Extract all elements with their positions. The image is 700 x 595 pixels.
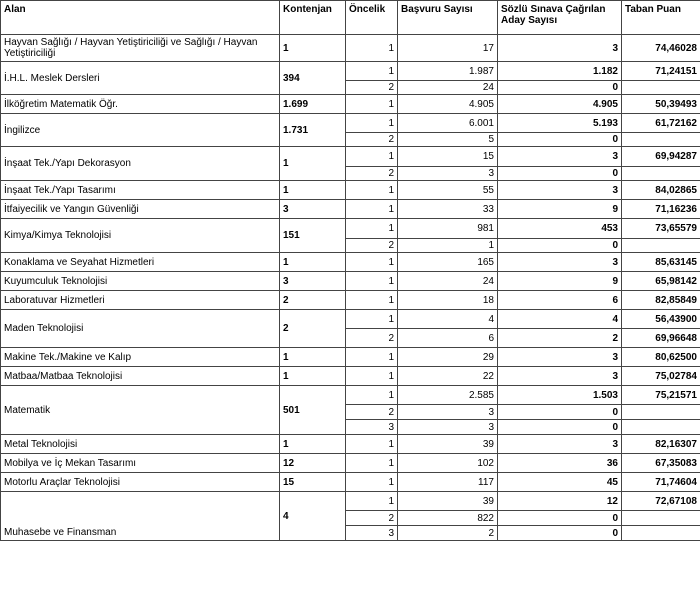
cell-alan: Metal Teknolojisi: [1, 435, 280, 454]
cell-basvuru: 3: [398, 167, 498, 181]
cell-basvuru: 165: [398, 253, 498, 272]
cell-basvuru: 117: [398, 473, 498, 492]
cell-basvuru: 981: [398, 219, 498, 239]
cell-basvuru: 102: [398, 454, 498, 473]
cell-sozlu: 9: [498, 272, 622, 291]
cell-sozlu: 5.193: [498, 114, 622, 133]
table-row: [1, 367, 700, 386]
cell-alan: Hayvan Sağlığı / Hayvan Yetiştiriciliği ve Sağlığı / Hayvan Yetiştiriciliği: [1, 35, 280, 62]
cell-oncelik: 1: [346, 473, 398, 492]
cell-sozlu: 2: [498, 329, 622, 348]
cell-sozlu: 4: [498, 310, 622, 329]
cell-basvuru: 18: [398, 291, 498, 310]
cell-oncelik: 1: [346, 310, 398, 329]
header-basvuru: Başvuru Sayısı: [398, 1, 498, 35]
cell-kontenjan: 1.731: [280, 114, 346, 147]
cell-taban: 56,43900: [622, 310, 700, 329]
table-row: [1, 62, 700, 81]
cell-oncelik: 1: [346, 114, 398, 133]
table-row: [1, 454, 700, 473]
cell-alan: Matematik: [1, 386, 280, 435]
cell-taban: [622, 526, 700, 541]
cell-oncelik: 1: [346, 348, 398, 367]
cell-basvuru: 4: [398, 310, 498, 329]
cell-alan: Kimya/Kimya Teknolojisi: [1, 219, 280, 253]
cell-oncelik: 1: [346, 253, 398, 272]
cell-oncelik: 2: [346, 81, 398, 95]
cell-basvuru: 822: [398, 511, 498, 526]
cell-taban: 74,46028: [622, 35, 700, 62]
cell-taban: 71,74604: [622, 473, 700, 492]
table-row: [1, 35, 700, 62]
cell-basvuru: 1: [398, 239, 498, 253]
header-alan: Alan: [1, 1, 280, 35]
cell-kontenjan: 1: [280, 348, 346, 367]
cell-taban: 65,98142: [622, 272, 700, 291]
cell-oncelik: 1: [346, 272, 398, 291]
cell-taban: 75,21571: [622, 386, 700, 405]
cell-basvuru: 17: [398, 35, 498, 62]
cell-sozlu: 12: [498, 492, 622, 511]
table-row: [1, 272, 700, 291]
cell-taban: [622, 239, 700, 253]
cell-kontenjan: 1: [280, 367, 346, 386]
table-row: [1, 114, 700, 133]
cell-basvuru: 4.905: [398, 95, 498, 114]
cell-taban: 84,02865: [622, 181, 700, 200]
cell-oncelik: 2: [346, 133, 398, 147]
table-row: [1, 386, 700, 405]
cell-kontenjan: 1: [280, 35, 346, 62]
cell-taban: 85,63145: [622, 253, 700, 272]
cell-taban: 80,62500: [622, 348, 700, 367]
table-row: [1, 348, 700, 367]
cell-taban: 72,67108: [622, 492, 700, 511]
cell-sozlu: 3: [498, 253, 622, 272]
cell-taban: 61,72162: [622, 114, 700, 133]
cell-sozlu: 36: [498, 454, 622, 473]
cell-kontenjan: 12: [280, 454, 346, 473]
cell-basvuru: 2.585: [398, 386, 498, 405]
cell-oncelik: 1: [346, 62, 398, 81]
cell-alan: Matbaa/Matbaa Teknolojisi: [1, 367, 280, 386]
cell-kontenjan: 3: [280, 272, 346, 291]
cell-alan: İlköğretim Matematik Öğr.: [1, 95, 280, 114]
cell-basvuru: 5: [398, 133, 498, 147]
table-row: [1, 473, 700, 492]
cell-oncelik: 1: [346, 35, 398, 62]
cell-alan: Motorlu Araçlar Teknolojisi: [1, 473, 280, 492]
cell-taban: [622, 405, 700, 420]
cell-taban: 82,85849: [622, 291, 700, 310]
cell-basvuru: 24: [398, 81, 498, 95]
table-row: [1, 253, 700, 272]
cell-taban: 69,94287: [622, 147, 700, 167]
cell-alan: İnşaat Tek./Yapı Tasarımı: [1, 181, 280, 200]
cell-sozlu: 6: [498, 291, 622, 310]
cell-alan: İ.H.L. Meslek Dersleri: [1, 62, 280, 95]
cell-oncelik: 1: [346, 367, 398, 386]
cell-kontenjan: 1: [280, 253, 346, 272]
cell-sozlu: 9: [498, 200, 622, 219]
cell-basvuru: 29: [398, 348, 498, 367]
cell-basvuru: 6: [398, 329, 498, 348]
cell-oncelik: 2: [346, 239, 398, 253]
cell-taban: [622, 511, 700, 526]
cell-taban: 50,39493: [622, 95, 700, 114]
cell-oncelik: 1: [346, 435, 398, 454]
cell-oncelik: 1: [346, 147, 398, 167]
cell-sozlu: 453: [498, 219, 622, 239]
cell-taban: [622, 133, 700, 147]
cell-sozlu: 0: [498, 81, 622, 95]
cell-basvuru: 55: [398, 181, 498, 200]
cell-taban: 67,35083: [622, 454, 700, 473]
table-row: [1, 310, 700, 329]
cell-sozlu: 0: [498, 167, 622, 181]
cell-sozlu: 1.503: [498, 386, 622, 405]
cell-sozlu: 1.182: [498, 62, 622, 81]
cell-oncelik: 1: [346, 200, 398, 219]
cell-alan: Konaklama ve Seyahat Hizmetleri: [1, 253, 280, 272]
cell-alan: Mobilya ve İç Mekan Tasarımı: [1, 454, 280, 473]
cell-sozlu: 0: [498, 405, 622, 420]
cell-alan: İngilizce: [1, 114, 280, 147]
cell-taban: 71,16236: [622, 200, 700, 219]
cell-oncelik: 2: [346, 167, 398, 181]
cell-oncelik: 1: [346, 291, 398, 310]
cell-basvuru: 22: [398, 367, 498, 386]
table-body: [1, 35, 700, 541]
cell-kontenjan: 2: [280, 291, 346, 310]
cell-sozlu: 3: [498, 35, 622, 62]
header-taban: Taban Puan: [622, 1, 700, 35]
cell-alan: Makine Tek./Makine ve Kalıp: [1, 348, 280, 367]
cell-sozlu: 3: [498, 348, 622, 367]
cell-basvuru: 3: [398, 420, 498, 435]
cell-kontenjan: 4: [280, 492, 346, 541]
cell-taban: [622, 81, 700, 95]
cell-sozlu: 3: [498, 181, 622, 200]
cell-oncelik: 1: [346, 219, 398, 239]
cell-taban: [622, 167, 700, 181]
table-row: [1, 181, 700, 200]
cell-kontenjan: 394: [280, 62, 346, 95]
table-row: [1, 200, 700, 219]
cell-basvuru: 3: [398, 405, 498, 420]
cell-kontenjan: 1.699: [280, 95, 346, 114]
cell-basvuru: 15: [398, 147, 498, 167]
cell-sozlu: 3: [498, 367, 622, 386]
table-row: [1, 492, 700, 511]
cell-kontenjan: 15: [280, 473, 346, 492]
table-row: [1, 435, 700, 454]
cell-basvuru: 39: [398, 492, 498, 511]
cell-sozlu: 3: [498, 435, 622, 454]
cell-sozlu: 4.905: [498, 95, 622, 114]
cell-alan: Muhasebe ve Finansman: [1, 492, 280, 541]
cell-oncelik: 1: [346, 454, 398, 473]
cell-taban: 69,96648: [622, 329, 700, 348]
cell-basvuru: 2: [398, 526, 498, 541]
header-row: [1, 1, 700, 35]
cell-sozlu: 0: [498, 526, 622, 541]
cell-kontenjan: 3: [280, 200, 346, 219]
table-row: [1, 147, 700, 167]
cell-alan: İnşaat Tek./Yapı Dekorasyon: [1, 147, 280, 181]
cell-taban: [622, 420, 700, 435]
table-row: [1, 95, 700, 114]
cell-sozlu: 0: [498, 239, 622, 253]
cell-alan: Kuyumculuk Teknolojisi: [1, 272, 280, 291]
cell-kontenjan: 501: [280, 386, 346, 435]
cell-basvuru: 1.987: [398, 62, 498, 81]
cell-oncelik: 3: [346, 526, 398, 541]
cell-kontenjan: 1: [280, 435, 346, 454]
cell-taban: 75,02784: [622, 367, 700, 386]
cell-sozlu: 0: [498, 133, 622, 147]
cell-kontenjan: 2: [280, 310, 346, 348]
cell-kontenjan: 1: [280, 181, 346, 200]
cell-basvuru: 39: [398, 435, 498, 454]
cell-basvuru: 24: [398, 272, 498, 291]
cell-taban: 82,16307: [622, 435, 700, 454]
cell-oncelik: 1: [346, 492, 398, 511]
cell-kontenjan: 151: [280, 219, 346, 253]
table-row: [1, 291, 700, 310]
cell-taban: 71,24151: [622, 62, 700, 81]
cell-sozlu: 0: [498, 511, 622, 526]
cell-oncelik: 2: [346, 329, 398, 348]
cell-sozlu: 0: [498, 420, 622, 435]
cell-kontenjan: 1: [280, 147, 346, 181]
header-oncelik: Öncelik: [346, 1, 398, 35]
header-sozlu: Sözlü Sınava Çağrılan Aday Sayısı: [498, 1, 622, 35]
cell-oncelik: 1: [346, 181, 398, 200]
cell-alan: İtfaiyecilik ve Yangın Güvenliği: [1, 200, 280, 219]
cell-alan: Maden Teknolojisi: [1, 310, 280, 348]
cell-oncelik: 2: [346, 511, 398, 526]
cell-oncelik: 2: [346, 405, 398, 420]
cell-basvuru: 33: [398, 200, 498, 219]
table-row: [1, 219, 700, 239]
cell-oncelik: 1: [346, 95, 398, 114]
cell-taban: 73,65579: [622, 219, 700, 239]
cell-sozlu: 3: [498, 147, 622, 167]
cell-alan: Laboratuvar Hizmetleri: [1, 291, 280, 310]
header-kontenjan: Kontenjan: [280, 1, 346, 35]
cell-basvuru: 6.001: [398, 114, 498, 133]
cell-oncelik: 3: [346, 420, 398, 435]
cell-sozlu: 45: [498, 473, 622, 492]
cell-oncelik: 1: [346, 386, 398, 405]
